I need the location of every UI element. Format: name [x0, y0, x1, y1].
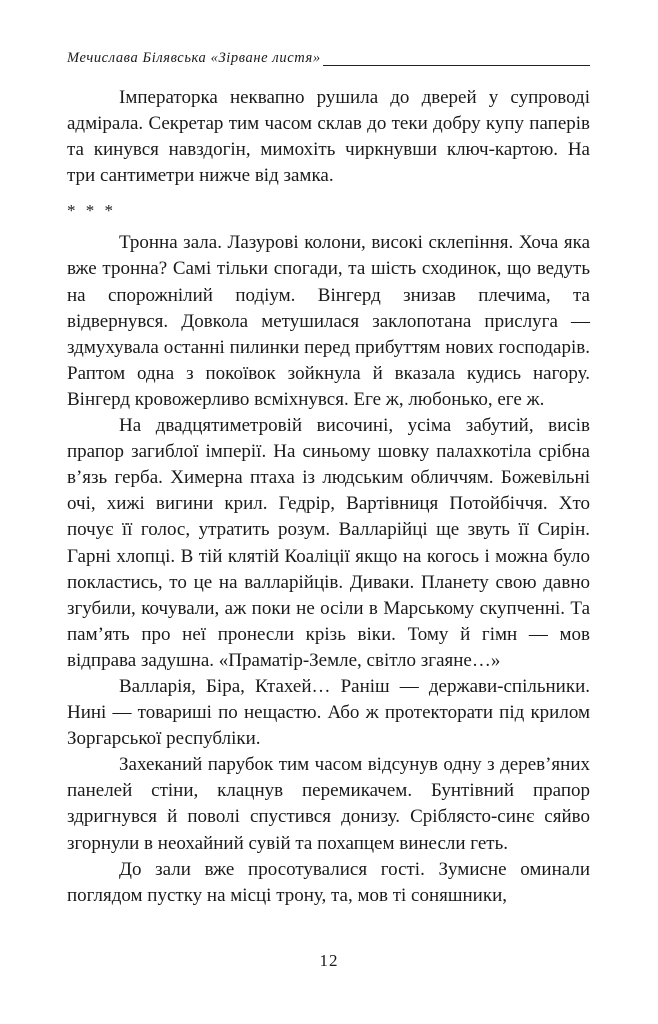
running-header — [67, 50, 590, 66]
section-separator: * * * — [67, 201, 116, 221]
running-header-title: Мечислава Білявська «Зірване листя» — [67, 50, 321, 66]
paragraph: Захеканий парубок тим часом відсунув одну з дерев’яних панелей стіни, клацнув перемикачем. Бунтівний прапор здригнувся й поволі спустився донизу. Сріблясто-синє сяйво згорнули в неохайний сувій та похапцем винесли геть. — [67, 754, 590, 854]
paragraph: Імператорка неквапно рушила до дверей у супроводі адмірала. Секретар тим часом склав до теки добру купу паперів та кинувся навздогін, мимохіть чиркнувши ключ-картою. На три сантиметри нижче від замка. — [67, 87, 590, 187]
header-rule — [323, 53, 590, 66]
paragraph: До зали вже просотувалися гості. Зумисне оминали поглядом пустку на місці трону, та, мов ті соняшники, — [67, 858, 590, 906]
page-number: 12 — [319, 951, 339, 970]
paragraph: Валларія, Біра, Ктахей… Раніш — держави-спільники. Нині — товариші по нещастю. Або ж протекторати під крилом Зоргарської республіки. — [67, 675, 590, 750]
paragraph: На двадцятиметровій височині, усіма забутий, висів прапор загиблої імперії. На синьому шовку палахкотіла срібна в’язь герба. Химерна птаха із людським обличчям. Божевільні очі, хижі вигини крил. Гедрір, Вартівниця Потойбіччя. Хто почує її голос, утратить розум. Валларійці ще звуть її Сирін. Гарні хлопці. В тій клятій Коаліції якщо на когось і можна було покластись, то це на валларійців. Диваки. Планету свою давно згубили, кочували, аж поки не осіли в Марському скупченні. Та пам’ять про неї пронесли крізь віки. Тому й гімн — мов відправа задушна. «Праматір-Земле, світло згаяне…» — [67, 415, 590, 671]
page-body — [67, 85, 590, 909]
paragraph: Тронна зала. Лазурові колони, високі склепіння. Хоча яка вже тронна? Самі тільки спогади, та шість сходинок, що ведуть на спорожнілий подіум. Вінгерд знизав плечима, та відвернувся. Довкола метушилася заклопотана прислуга — здмухувала останні пилинки перед прибуттям нових господарів. Раптом одна з покоївок зойкнула й вказала кудись нагору. Вінгерд кровожерливо всміхнувся. Еге ж, любонько, еге ж. — [67, 232, 590, 410]
